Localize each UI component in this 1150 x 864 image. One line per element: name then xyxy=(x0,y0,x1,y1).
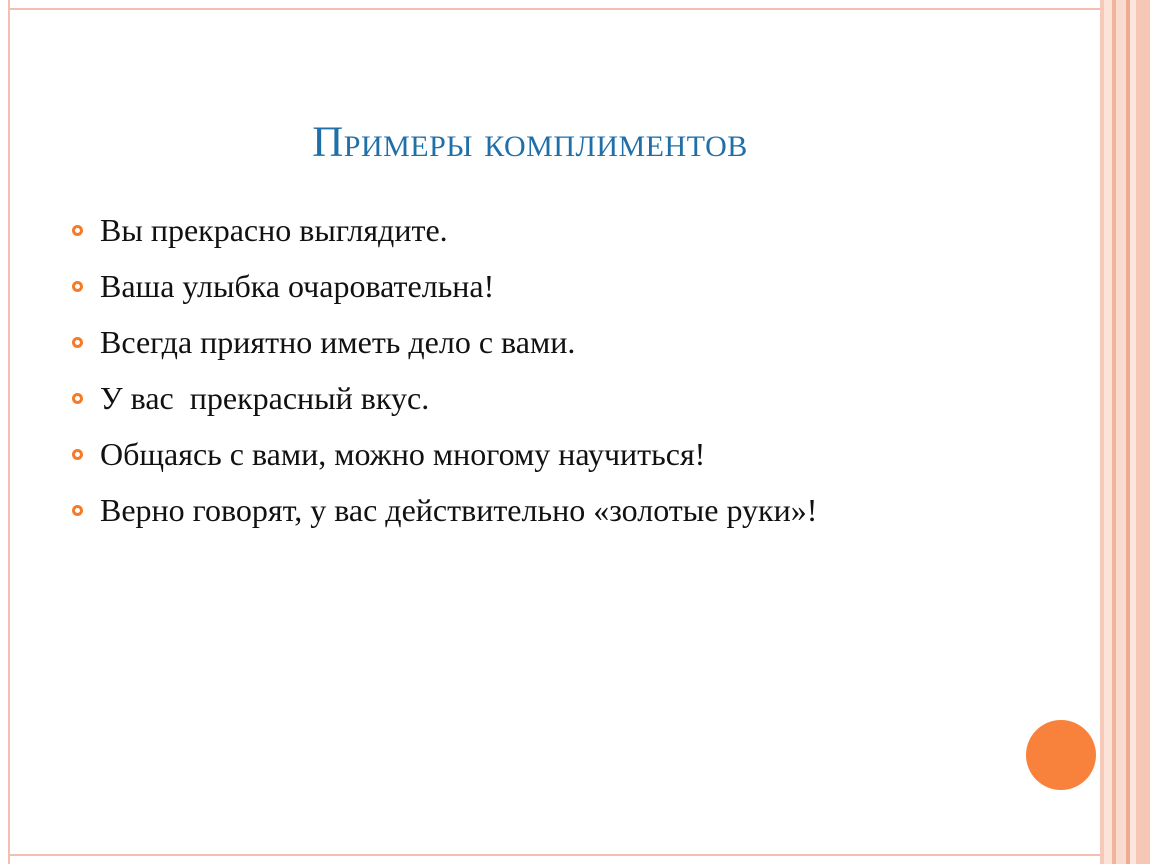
list-item xyxy=(72,488,817,544)
list-item-text: У вас прекрасный вкус. xyxy=(100,380,430,416)
bullet-circle-icon xyxy=(72,505,83,516)
decorative-stripe xyxy=(1116,0,1126,864)
list-item-text: Вы прекрасно выглядите. xyxy=(100,212,448,248)
list-item xyxy=(72,320,817,376)
list-item-text: Общаясь с вами, можно многому научиться! xyxy=(100,436,706,472)
bullet-circle-icon xyxy=(72,393,83,404)
bullet-circle-icon xyxy=(72,225,83,236)
list-item-text: Ваша улыбка очаровательна! xyxy=(100,268,495,304)
bullet-circle-icon xyxy=(72,449,83,460)
slide-title: Примеры комплиментов xyxy=(312,119,748,166)
list-item xyxy=(72,376,817,432)
list-item xyxy=(72,432,817,488)
decorative-stripe xyxy=(1104,0,1112,864)
list-item xyxy=(72,264,817,320)
list-item-text: Всегда приятно иметь дело с вами. xyxy=(100,324,576,360)
list-item-text: Верно говорят, у вас действительно «золотые руки»! xyxy=(100,492,818,528)
list-item xyxy=(72,208,817,264)
decorative-stripe xyxy=(1136,0,1150,864)
bullet-circle-icon xyxy=(72,337,83,348)
bullet-circle-icon xyxy=(72,281,83,292)
frame-border-bottom xyxy=(8,854,1100,856)
frame-border-top xyxy=(8,8,1100,10)
decorative-circle-icon xyxy=(1026,720,1096,790)
bullet-list xyxy=(72,208,817,544)
